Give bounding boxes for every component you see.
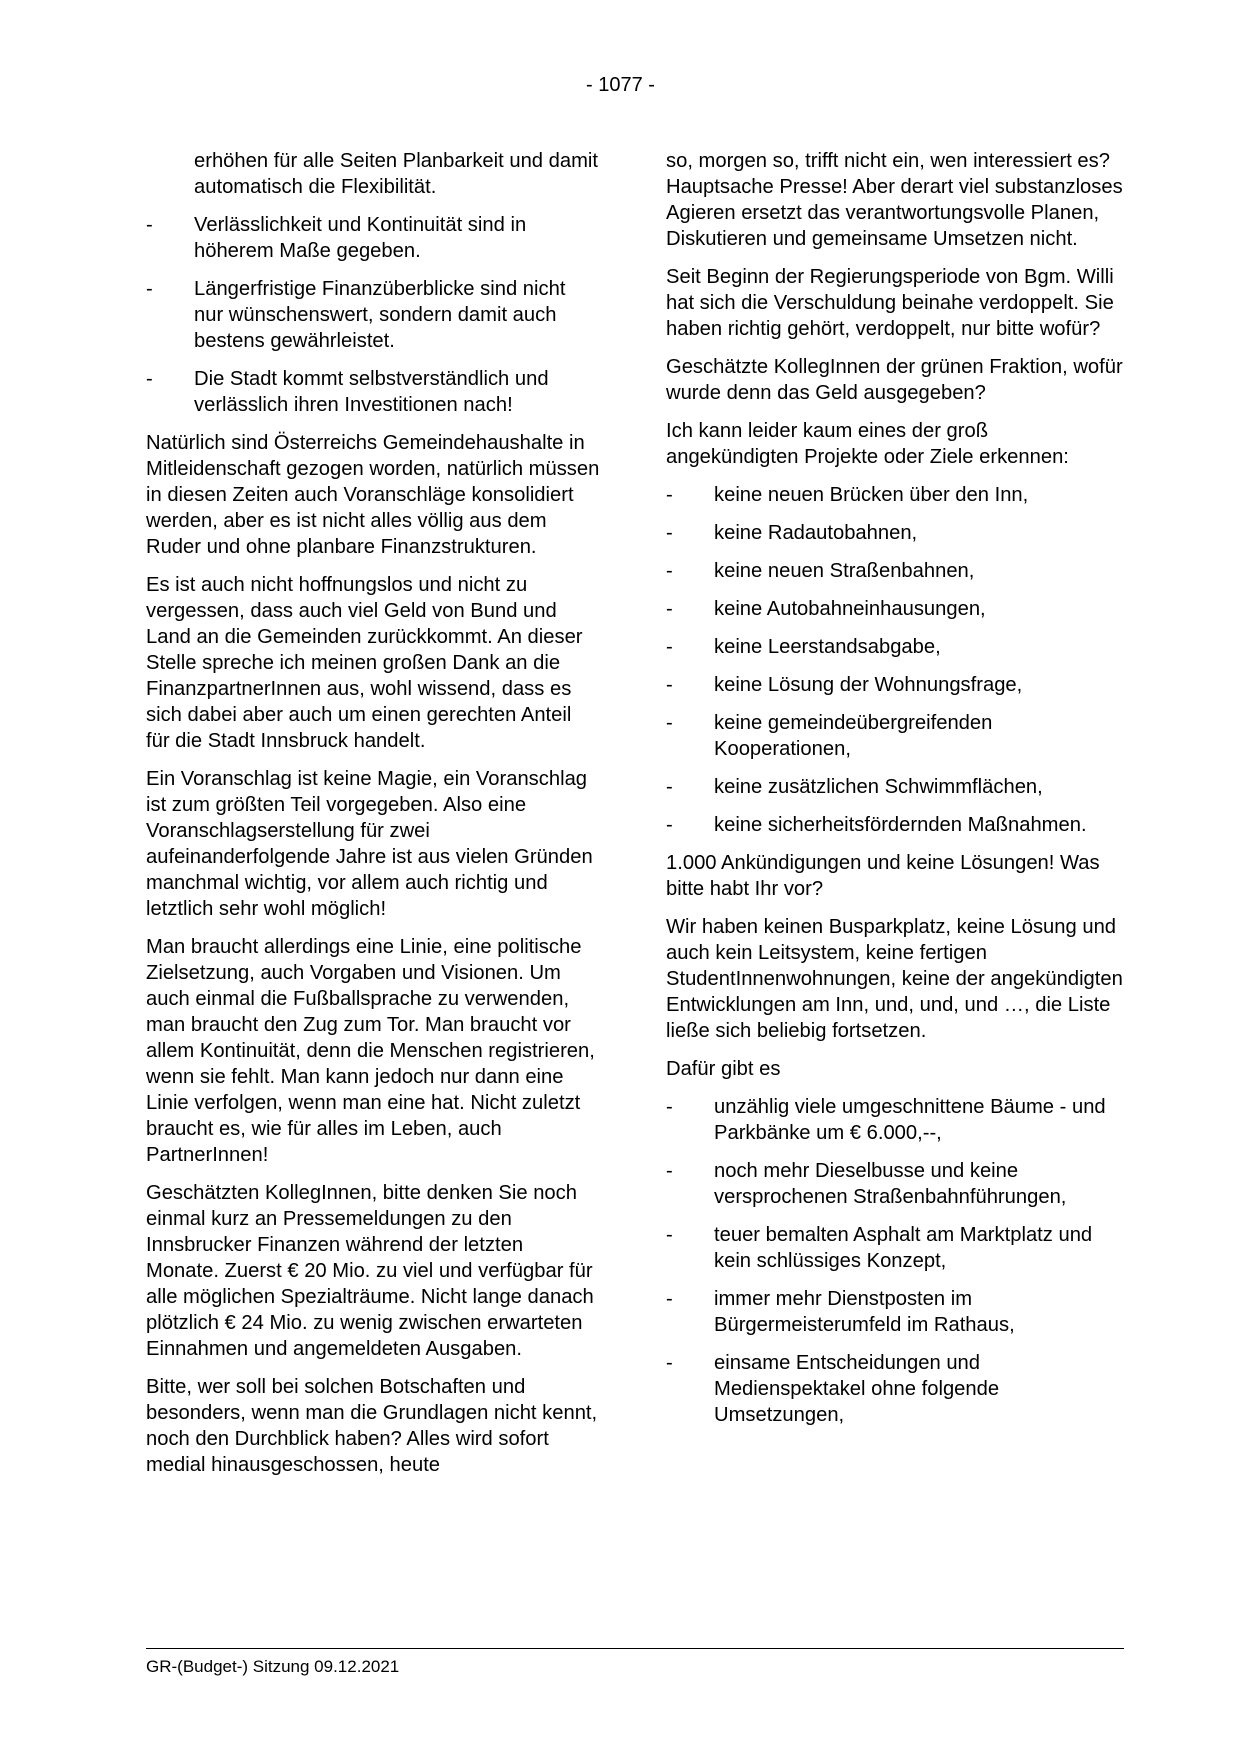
list-item [666,1094,1124,1146]
list-item-text: keine neuen Straßenbahnen, [714,560,975,582]
bullet-dash: - [666,484,673,506]
list-item-text: unzählig viele umgeschnittene Bäume - und Parkbänke um € 6.000,--, [714,1096,1106,1144]
list-item [666,596,1124,622]
list-item-text: keine gemeindeübergreifenden Kooperationen, [714,712,993,760]
list-item [666,482,1124,508]
bullet-dash: - [666,814,673,836]
continuation-text: erhöhen für alle Seiten Planbarkeit und damit automatisch die Flexibilität. [194,150,599,198]
paragraph: Wir haben keinen Busparkplatz, keine Lösung und auch kein Leitsystem, keine fertigen StudentInnenwohnungen, keine der angekündigten Entwicklungen am Inn, und, und, und …, die Liste ließe sich beliebig fortsetzen. [666,916,1123,1042]
list-item [146,276,600,354]
list-item-text: keine sicherheitsfördernden Maßnahmen. [714,814,1087,836]
list-item [146,212,600,264]
list-item [666,672,1124,698]
list-item [666,1222,1124,1274]
bullet-dash: - [146,368,153,390]
list-item-text: immer mehr Dienstposten im Bürgermeisterumfeld im Rathaus, [714,1288,1015,1336]
list-item-text: keine zusätzlichen Schwimmflächen, [714,776,1043,798]
list-item [666,558,1124,584]
paragraph: Seit Beginn der Regierungsperiode von Bgm. Willi hat sich die Verschuldung beinahe verdoppelt. Sie haben richtig gehört, verdoppelt, nur bitte wofür? [666,266,1114,340]
paragraph: Bitte, wer soll bei solchen Botschaften und besonders, wenn man die Grundlagen nicht kennt, noch den Durchblick haben? Alles wird sofort medial hinausgeschossen, heute [146,1376,598,1476]
list-item-text: keine neuen Brücken über den Inn, [714,484,1029,506]
paragraph: so, morgen so, trifft nicht ein, wen interessiert es? Hauptsache Presse! Aber derart viel substanzloses Agieren ersetzt das verantwortungsvolle Planen, Diskutieren und gemeinsame Umsetzen nicht. [666,150,1123,250]
bullet-dash: - [666,560,673,582]
footer-divider [146,1648,1124,1649]
bullet-dash: - [666,674,673,696]
bullet-dash: - [666,522,673,544]
list-item-text: keine Radautobahnen, [714,522,918,544]
list-item [666,774,1124,800]
paragraph: Ich kann leider kaum eines der groß angekündigten Projekte oder Ziele erkennen: [666,420,1069,468]
bullet-dash: - [666,636,673,658]
list-item [666,520,1124,546]
list-item [666,812,1124,838]
paragraph: Ein Voranschlag ist keine Magie, ein Voranschlag ist zum größten Teil vorgegeben. Also eine Voranschlagserstellung für zwei aufeinanderfolgende Jahre ist aus vielen Gründen manchmal wichtig, vor allem auch richtig und letztlich sehr wohl möglich! [146,768,593,920]
footer-session-label: GR-(Budget-) Sitzung 09.12.2021 [146,1657,400,1676]
list-item-text: Verlässlichkeit und Kontinuität sind in höherem Maße gegeben. [194,214,527,262]
paragraph: Natürlich sind Österreichs Gemeindehaushalte in Mitleidenschaft gezogen worden, natürlich müssen in diesen Zeiten auch Voranschläge konsolidiert werden, aber es ist nicht alles völlig aus dem Ruder und ohne planbare Finanzstrukturen. [146,432,600,558]
left-column [146,148,600,1490]
bullet-dash: - [146,278,153,300]
paragraph: Man braucht allerdings eine Linie, eine politische Zielsetzung, auch Vorgaben und Visionen. Um auch einmal die Fußballsprache zu verwenden, man braucht den Zug zum Tor. Man braucht vor allem Kontinuität, denn die Menschen registrieren, wenn sie fehlt. Man kann jedoch nur dann eine Linie verfolgen, wenn man eine hat. Nicht zuletzt braucht es, wie für alles im Leben, auch PartnerInnen! [146,936,595,1166]
list-item-text: keine Leerstandsabgabe, [714,636,941,658]
list-item [666,634,1124,660]
bullet-dash: - [666,776,673,798]
list-item-text: teuer bemalten Asphalt am Marktplatz und kein schlüssiges Konzept, [714,1224,1093,1272]
paragraph: 1.000 Ankündigungen und keine Lösungen! Was bitte habt Ihr vor? [666,852,1100,900]
list-item [666,1286,1124,1338]
bullet-dash: - [666,1160,673,1182]
paragraph: Dafür gibt es [666,1058,781,1080]
paragraph: Geschätzte KollegInnen der grünen Fraktion, wofür wurde denn das Geld ausgegeben? [666,356,1123,404]
page-number: - 1077 - [586,74,655,96]
list-item [666,1158,1124,1210]
list-item [666,1350,1124,1428]
bullet-dash: - [666,1224,673,1246]
bullet-dash: - [666,1288,673,1310]
paragraph: Es ist auch nicht hoffnungslos und nicht zu vergessen, dass auch viel Geld von Bund und Land an die Gemeinden zurückkommt. An dieser Stelle spreche ich meinen großen Dank an die FinanzpartnerInnen aus, wohl wissend, dass es sich dabei aber auch um einen gerechten Anteil für die Stadt Innsbruck handelt. [146,574,583,752]
list-item-text: keine Lösung der Wohnungsfrage, [714,674,1023,696]
list-item-text: keine Autobahneinhausungen, [714,598,986,620]
bullet-dash: - [666,1352,673,1374]
list-item [146,366,600,418]
right-column [666,148,1124,1440]
paragraph: Geschätzten KollegInnen, bitte denken Sie noch einmal kurz an Pressemeldungen zu den Innsbrucker Finanzen während der letzten Monate. Zuerst € 20 Mio. zu viel und verfügbar für alle möglichen Spezialträume. Nicht lange danach plötzlich € 24 Mio. zu wenig zwischen erwarteten Einnahmen und angemeldeten Ausgaben. [146,1182,594,1360]
bullet-dash: - [666,598,673,620]
list-item-text: einsame Entscheidungen und Medienspektakel ohne folgende Umsetzungen, [714,1352,1000,1426]
bullet-dash: - [146,214,153,236]
list-item-text: Längerfristige Finanzüberblicke sind nicht nur wünschenswert, sondern damit auch bestens gewährleistet. [194,278,566,352]
bullet-dash: - [666,712,673,734]
bullet-dash: - [666,1096,673,1118]
list-item-text: Die Stadt kommt selbstverständlich und verlässlich ihren Investitionen nach! [194,368,549,416]
list-item [666,710,1124,762]
list-item-text: noch mehr Dieselbusse und keine versprochenen Straßenbahnführungen, [714,1160,1067,1208]
